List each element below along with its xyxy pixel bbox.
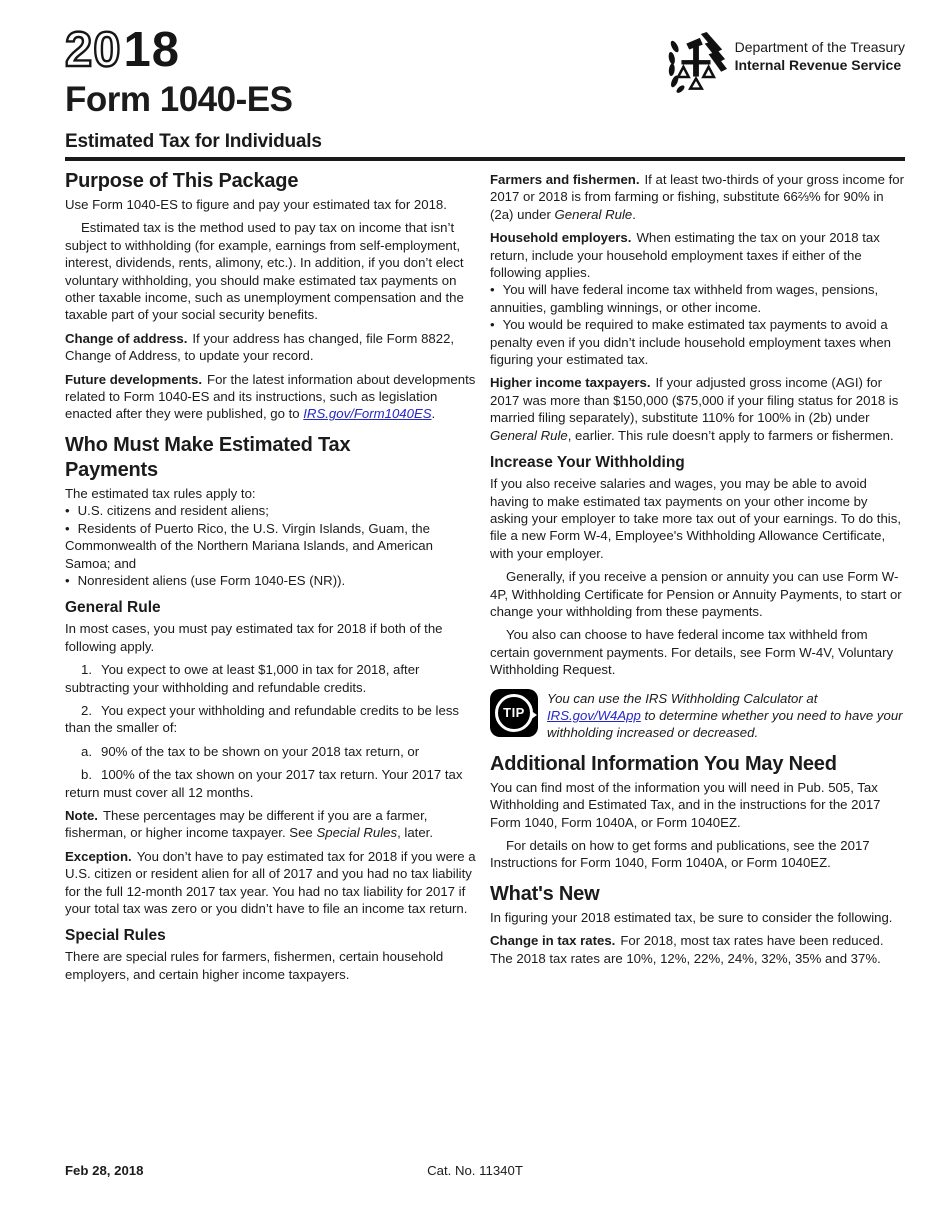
additional-paragraph-1: You can find most of the information you will need in Pub. 505, Tax Withholding and Estimated Tax, and in the instructions for the 2017 Form 1040, Form 1040A, or Form 1040EZ. [490,779,881,830]
tip-text-after: to determine whether you need to have your withholding increased or decreased. [547,707,903,741]
special-rules-reference: Special Rules [316,825,398,841]
special-rules-heading: Special Rules [65,927,166,945]
page-content [65,23,905,983]
header-rule [65,157,905,161]
catalog-number: Cat. No. 11340T [427,1163,523,1178]
household-bullet-text: You will have federal income tax withheld from wages, pensions, annuities, gambling winnings, or other income. [490,282,879,315]
item-letter: a. [81,743,92,759]
household-paragraph [490,229,905,281]
farmers-lead: Farmers and fishermen. [490,172,640,187]
who-bullet-item [65,572,480,589]
bullet-marker: • [65,520,70,536]
future-developments-text: For the latest information about developments related to Form 1040-ES and its instructions, such as legislation enacted after they were published, go to [65,371,476,422]
who-intro: The estimated tax rules apply to: [65,485,256,501]
purpose-heading: Purpose of This Package [65,170,299,192]
tip-icon-ring [495,694,533,732]
year-solid-digits: 18 [123,23,181,77]
general-rule-heading: General Rule [65,599,161,617]
note-text: These percentages may be different if you are a farmer, fisherman, or higher income taxpayer. See [65,807,428,841]
who-must-heading: Who Must Make Estimated Tax Payments [65,433,351,481]
lettered-item-b [65,766,480,801]
general-rule-reference: General Rule [490,427,568,443]
general-rule-intro: In most cases, you must pay estimated tax for 2018 if both of the following apply. [65,621,443,654]
note-paragraph [65,807,480,842]
agency-block [665,32,905,94]
tip-icon-label: TIP [503,704,525,720]
farmers-text: If at least two-thirds of your gross income for 2017 or 2018 is from farming or fishing, substitute 66⅔% for 90% in (2a) under [490,172,904,222]
exception-paragraph [65,848,480,918]
who-bullet-item [65,520,480,572]
dept-treasury-line: Department of the Treasury [734,39,905,55]
purpose-paragraph-1: Use Form 1040-ES to figure and pay your estimated tax for 2018. [65,197,447,212]
tax-rates-lead: Change in tax rates. [490,933,616,949]
two-column-body [65,169,905,983]
purpose-paragraph-2: Estimated tax is the method used to pay tax on income that isn’t subject to withholding (for example, earnings from self-employment, interest, dividends, rents, alimony, etc.). In addition, if you don’t elect voluntary withholding, you should make estimated tax payments on other taxable income, such as unemployment compensation and the taxable part of your social security benefits. [65,220,464,323]
special-rules-text: There are special rules for farmers, fishermen, certain household employers, and certain higher income taxpayers. [65,949,444,982]
future-developments-period: . [431,406,436,422]
note-lead: Note. [65,807,98,823]
tip-text-before: You can use the IRS Withholding Calculator at [547,690,818,706]
item-number: 2. [81,702,92,718]
household-text: When estimating the tax on your 2018 tax return, include your household employment taxes if either of the following applies. [490,230,880,281]
right-column [490,169,905,983]
tip-text [547,690,905,742]
lettered-item-a [65,743,480,760]
who-bullet-item [65,502,480,519]
agency-text [735,32,905,74]
item-number: 1. [81,662,92,678]
future-developments-paragraph [65,371,480,423]
item-text: 90% of the tax to be shown on your 2018 tax return, or [101,743,420,759]
higher-income-text: If your adjusted gross income (AGI) for 2017 was more than $150,000 ($75,000 if your filing status for 2018 is married filing separately), substitute 110% for 100% in (2b) under [490,375,899,426]
household-bullet-item [490,281,905,316]
irs-line: Internal Revenue Service [734,57,902,74]
household-bullet-item [490,316,905,368]
higher-income-lead: Higher income taxpayers. [490,375,651,391]
who-bullet-text: U.S. citizens and resident aliens; [77,503,269,519]
higher-income-text-end: , earlier. This rule doesn’t apply to farmers or fishermen. [567,427,894,443]
tax-rates-paragraph [490,932,905,967]
farmers-paragraph [490,171,905,223]
farmers-text-end: . [632,206,636,222]
who-bullet-text: Nonresident aliens (use Form 1040-ES (NR)). [77,572,346,588]
whats-new-heading: What's New [490,882,600,905]
who-bullet-text: Residents of Puerto Rico, the U.S. Virgin Islands, Guam, the Commonwealth of the Northern Mariana Islands, and American Samoa; and [65,520,433,571]
future-developments-lead: Future developments. [65,371,203,387]
increase-paragraph-1: If you also receive salaries and wages, you may be able to avoid having to make estimated tax payments on your other income by asking your employer to take more tax out of your earnings. To do this, file a new Form W-4, Employee's Withholding Allowance Certificate, with your employer. [490,476,901,561]
increase-withholding-heading: Increase Your Withholding [490,454,685,472]
bullet-marker: • [490,282,495,298]
w4app-link[interactable]: IRS.gov/W4App [547,707,641,723]
form-number-title: Form 1040-ES [65,80,293,119]
bullet-marker: • [490,317,495,333]
bullet-marker: • [65,503,70,519]
tip-callout [490,689,905,742]
tip-icon [490,689,538,737]
household-lead: Household employers. [490,230,632,246]
increase-paragraph-3: You also can choose to have federal income tax withheld from certain government payments. For details, see Form W-4V, Voluntary Withholding Request. [490,627,894,678]
additional-info-heading: Additional Information You May Need [490,752,837,775]
revision-date: Feb 28, 2018 [65,1163,144,1178]
note-text-end: , later. [397,825,433,841]
whats-new-intro: In figuring your 2018 estimated tax, be sure to consider the following. [490,909,893,925]
household-bullet-text: You would be required to make estimated tax payments to avoid a penalty even if you didn’t include household employment taxes when figuring your estimated tax. [490,317,892,368]
form1040es-link[interactable]: IRS.gov/Form1040ES [303,406,432,422]
increase-paragraph-2: Generally, if you receive a pension or annuity you can use Form W-4P, Withholding Certificate for Pension or Annuity Payments, to start or change your withholding from these payments. [490,569,902,619]
form-subtitle: Estimated Tax for Individuals [65,131,322,152]
exception-lead: Exception. [65,848,132,864]
change-of-address-lead: Change of address. [65,330,188,346]
exception-text: You don’t have to pay estimated tax for 2018 if you were a U.S. citizen or resident alien for all of 2017 and you had no tax liability for the full 12-month 2017 tax year. You had no tax liability for 2017 if your total tax was zero or you didn’t have to file an income tax return. [65,848,476,916]
higher-income-paragraph [490,374,905,444]
numbered-item-1 [65,661,480,696]
item-text: 100% of the tax shown on your 2017 tax return. Your 2017 tax return must cover all 12 months. [65,767,463,800]
change-of-address-paragraph [65,330,480,365]
bullet-marker: • [65,572,70,588]
year-outline-digits: 20 [65,23,122,77]
additional-paragraph-2: For details on how to get forms and publications, see the 2017 Instructions for Form 1040, Form 1040A, or Form 1040EZ. [490,838,870,871]
masthead [65,23,905,158]
general-rule-reference: General Rule [554,206,633,222]
tax-rates-text: For 2018, most tax rates have been reduced. The 2018 tax rates are 10%, 12%, 22%, 24%, 32%, 35% and 37%. [490,933,884,966]
irs-eagle-logo [665,32,727,94]
item-text: You expect your withholding and refundable credits to be less than the smaller of: [65,702,460,736]
item-letter: b. [81,767,92,783]
left-column [65,169,480,983]
item-text: You expect to owe at least $1,000 in tax for 2018, after subtracting your withholding and refundable credits. [65,662,420,695]
numbered-item-2 [65,702,480,737]
change-of-address-text: If your address has changed, file Form 8822, Change of Address, to update your record. [65,330,455,364]
